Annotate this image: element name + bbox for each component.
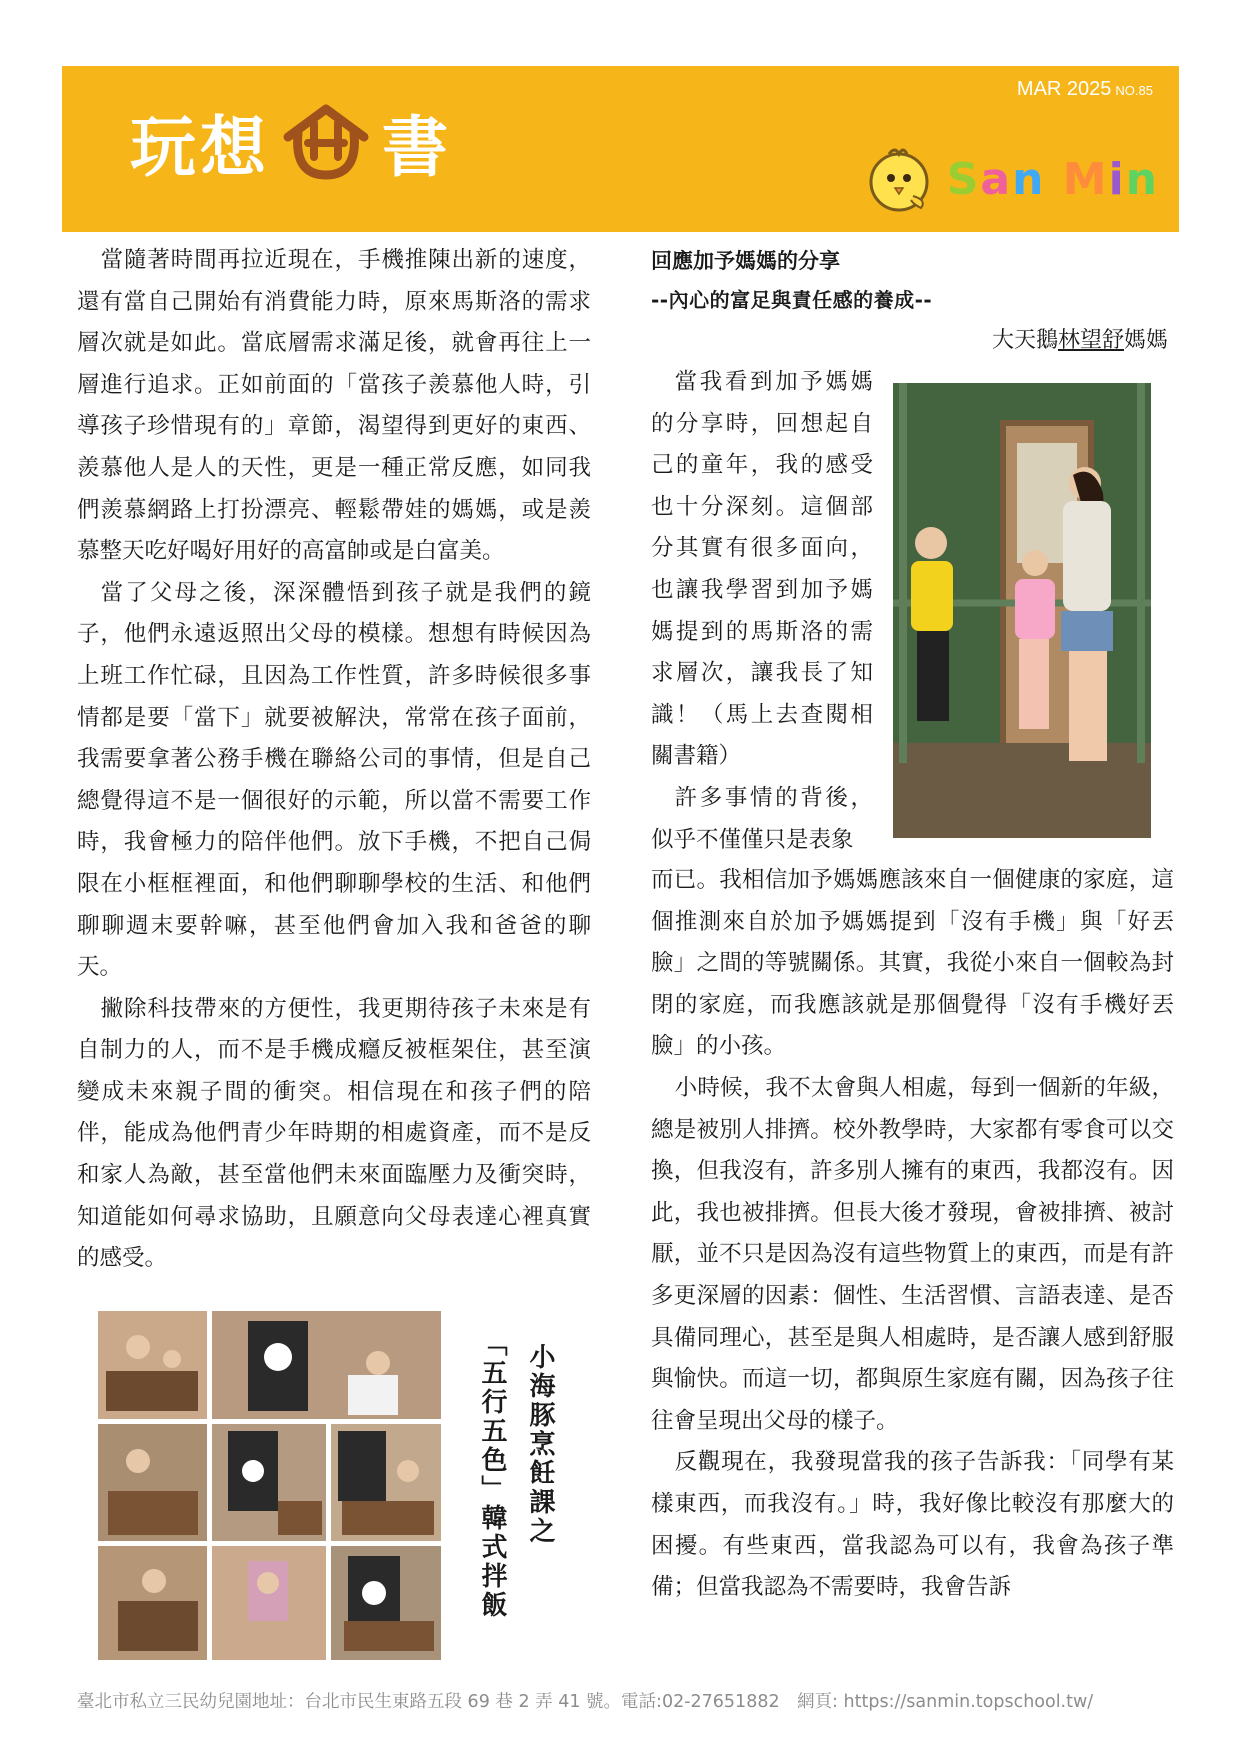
- collage-photo: [331, 1424, 441, 1541]
- collage-photo: [212, 1311, 441, 1419]
- collage-photo: [98, 1546, 207, 1660]
- cooking-class-collage: [98, 1311, 441, 1660]
- wordmark-letter: [1045, 154, 1062, 205]
- paragraph: 許多事情的背後，似乎不僅僅只是表象: [651, 784, 873, 853]
- chick-mascot-icon: [861, 144, 935, 214]
- wordmark-letter: i: [1108, 153, 1126, 205]
- newsletter-title: [130, 94, 452, 189]
- article-subtitle: --內心的富足與責任感的養成--: [651, 288, 933, 312]
- collage-photo: [98, 1311, 207, 1419]
- school-wordmark: [947, 154, 1159, 205]
- school-logo: [861, 144, 1159, 214]
- wordmark-letter: n: [1012, 153, 1046, 205]
- paragraph: 當隨著時間再拉近現在，手機推陳出新的速度，還有當自己開始有消費能力時，原來馬斯洛的需求層次就是如此。當底層需求滿足後，就會再往上一層進行追求。正如前面的「當孩子羨慕他人時，引導孩子珍惜現有的」章節，渴望得到更好的東西、羨慕他人是人的天性，更是一種正常反應，如同我們羨慕網路上打扮漂亮、輕鬆帶娃的媽媽，或是羨慕整天吃好喝好用好的高富帥或是白富美。: [77, 247, 591, 565]
- paragraph: 反觀現在，我發現當我的孩子告訴我：「同學有某樣東西，而我沒有。」時，我好像比較沒有那麼大的困擾。有些東西，當我認為可以有，我會為孩子準備；但當我認為不需要時，我會告訴: [651, 1449, 1174, 1601]
- byline: [910, 323, 1168, 354]
- collage-photo: [331, 1546, 441, 1660]
- issue-date: MAR 2025: [1016, 78, 1112, 100]
- paragraph: 小時候，我不太會與人相處，每到一個新的年級，總是被別人排擠。校外教學時，大家都有零食可以交換，但我沒有，許多別人擁有的東西，我都沒有。因此，我也被排擠。但長大後才發現，會被排擠、被討厭，並不只是因為沒有這些物質上的東西，而是有許多更深層的因素：個性、生活習慣、言語表達、是否具備同理心，甚至是與人相處時，是否讓人感到舒服與愉快。而這一切，都與原生家庭有關，因為孩子往往會呈現出父母的樣子。: [651, 1074, 1174, 1434]
- family-photo: [893, 383, 1151, 838]
- house-logo-icon: [278, 103, 374, 181]
- left-column: [77, 240, 591, 1280]
- wordmark-letter: S: [946, 153, 981, 205]
- collage-photo: [212, 1546, 326, 1660]
- right-column-narrow: [651, 362, 873, 861]
- paragraph: 而已。我相信加予媽媽應該來自一個健康的家庭，這個推測來自於加予媽媽提到「沒有手機」與「好丟臉」之間的等號關係。其實，我從小來自一個較為封閉的家庭，而我應該就是那個覺得「沒有手機好丟臉」的小孩。: [651, 867, 1174, 1060]
- byline-class: 大天鵝: [991, 328, 1058, 353]
- paragraph: 撇除科技帶來的方便性，我更期待孩子未來是有自制力的人，而不是手機成癮反被框架住，甚至演變成未來親子間的衝突。相信現在和孩子們的陪伴，能成為他們青少年時期的相處資產，而不是反和家人為敵，甚至當他們未來面臨壓力及衝突時，知道能如何尋求協助，且願意向父母表達心裡真實的感受。: [77, 995, 591, 1272]
- title-left: 玩想: [130, 109, 270, 186]
- paragraph: 當了父母之後，深深體悟到孩子就是我們的鏡子，他們永遠返照出父母的模樣。想想有時候因為上班工作忙碌，且因為工作性質，許多時候很多事情都是要「當下」就要被解決，常常在孩子面前，我需要拿著公務手機在聯絡公司的事情，但是自己總覺得這不是一個很好的示範，所以當不需要工作時，我會極力的陪伴他們。放下手機，不把自己侷限在小框框裡面，和他們聊聊學校的生活、和他們聊聊週末要幹嘛，甚至他們會加入我和爸爸的聊天。: [77, 579, 591, 981]
- paragraph: 當我看到加予媽媽的分享時，回想起自己的童年，我的感受也十分深刻。這個部分其實有很多面向，也讓我學習到加予媽媽提到的馬斯洛的需求層次，讓我長了知識！（馬上去查閱相關書籍）: [651, 369, 873, 770]
- article-title: 回應加予媽媽的分享: [651, 249, 840, 273]
- collage-photo: [98, 1424, 207, 1541]
- byline-name: 林望舒: [1057, 328, 1124, 353]
- title-right: 書: [382, 109, 452, 186]
- masthead-banner: [62, 66, 1179, 232]
- byline-role: 媽媽: [1123, 328, 1168, 353]
- wordmark-letter: a: [980, 153, 1013, 205]
- issue-number: NO.85: [1115, 83, 1153, 98]
- issue-info: [1017, 78, 1153, 101]
- wordmark-letter: n: [1125, 153, 1159, 205]
- collage-caption-line1: 小海豚烹飪課之: [525, 1343, 555, 1546]
- right-column-wide: [651, 860, 1174, 1609]
- collage-caption-line2: 「五行五色」韓式拌飯: [477, 1330, 507, 1620]
- wordmark-letter: M: [1062, 153, 1109, 205]
- footer-contact: 臺北市私立三民幼兒園地址：台北市民生東路五段 69 巷 2 弄 41 號。電話:02-27651882 網頁: https://sanmin.topschool.tw/: [77, 1692, 1094, 1712]
- collage-photo: [212, 1424, 326, 1541]
